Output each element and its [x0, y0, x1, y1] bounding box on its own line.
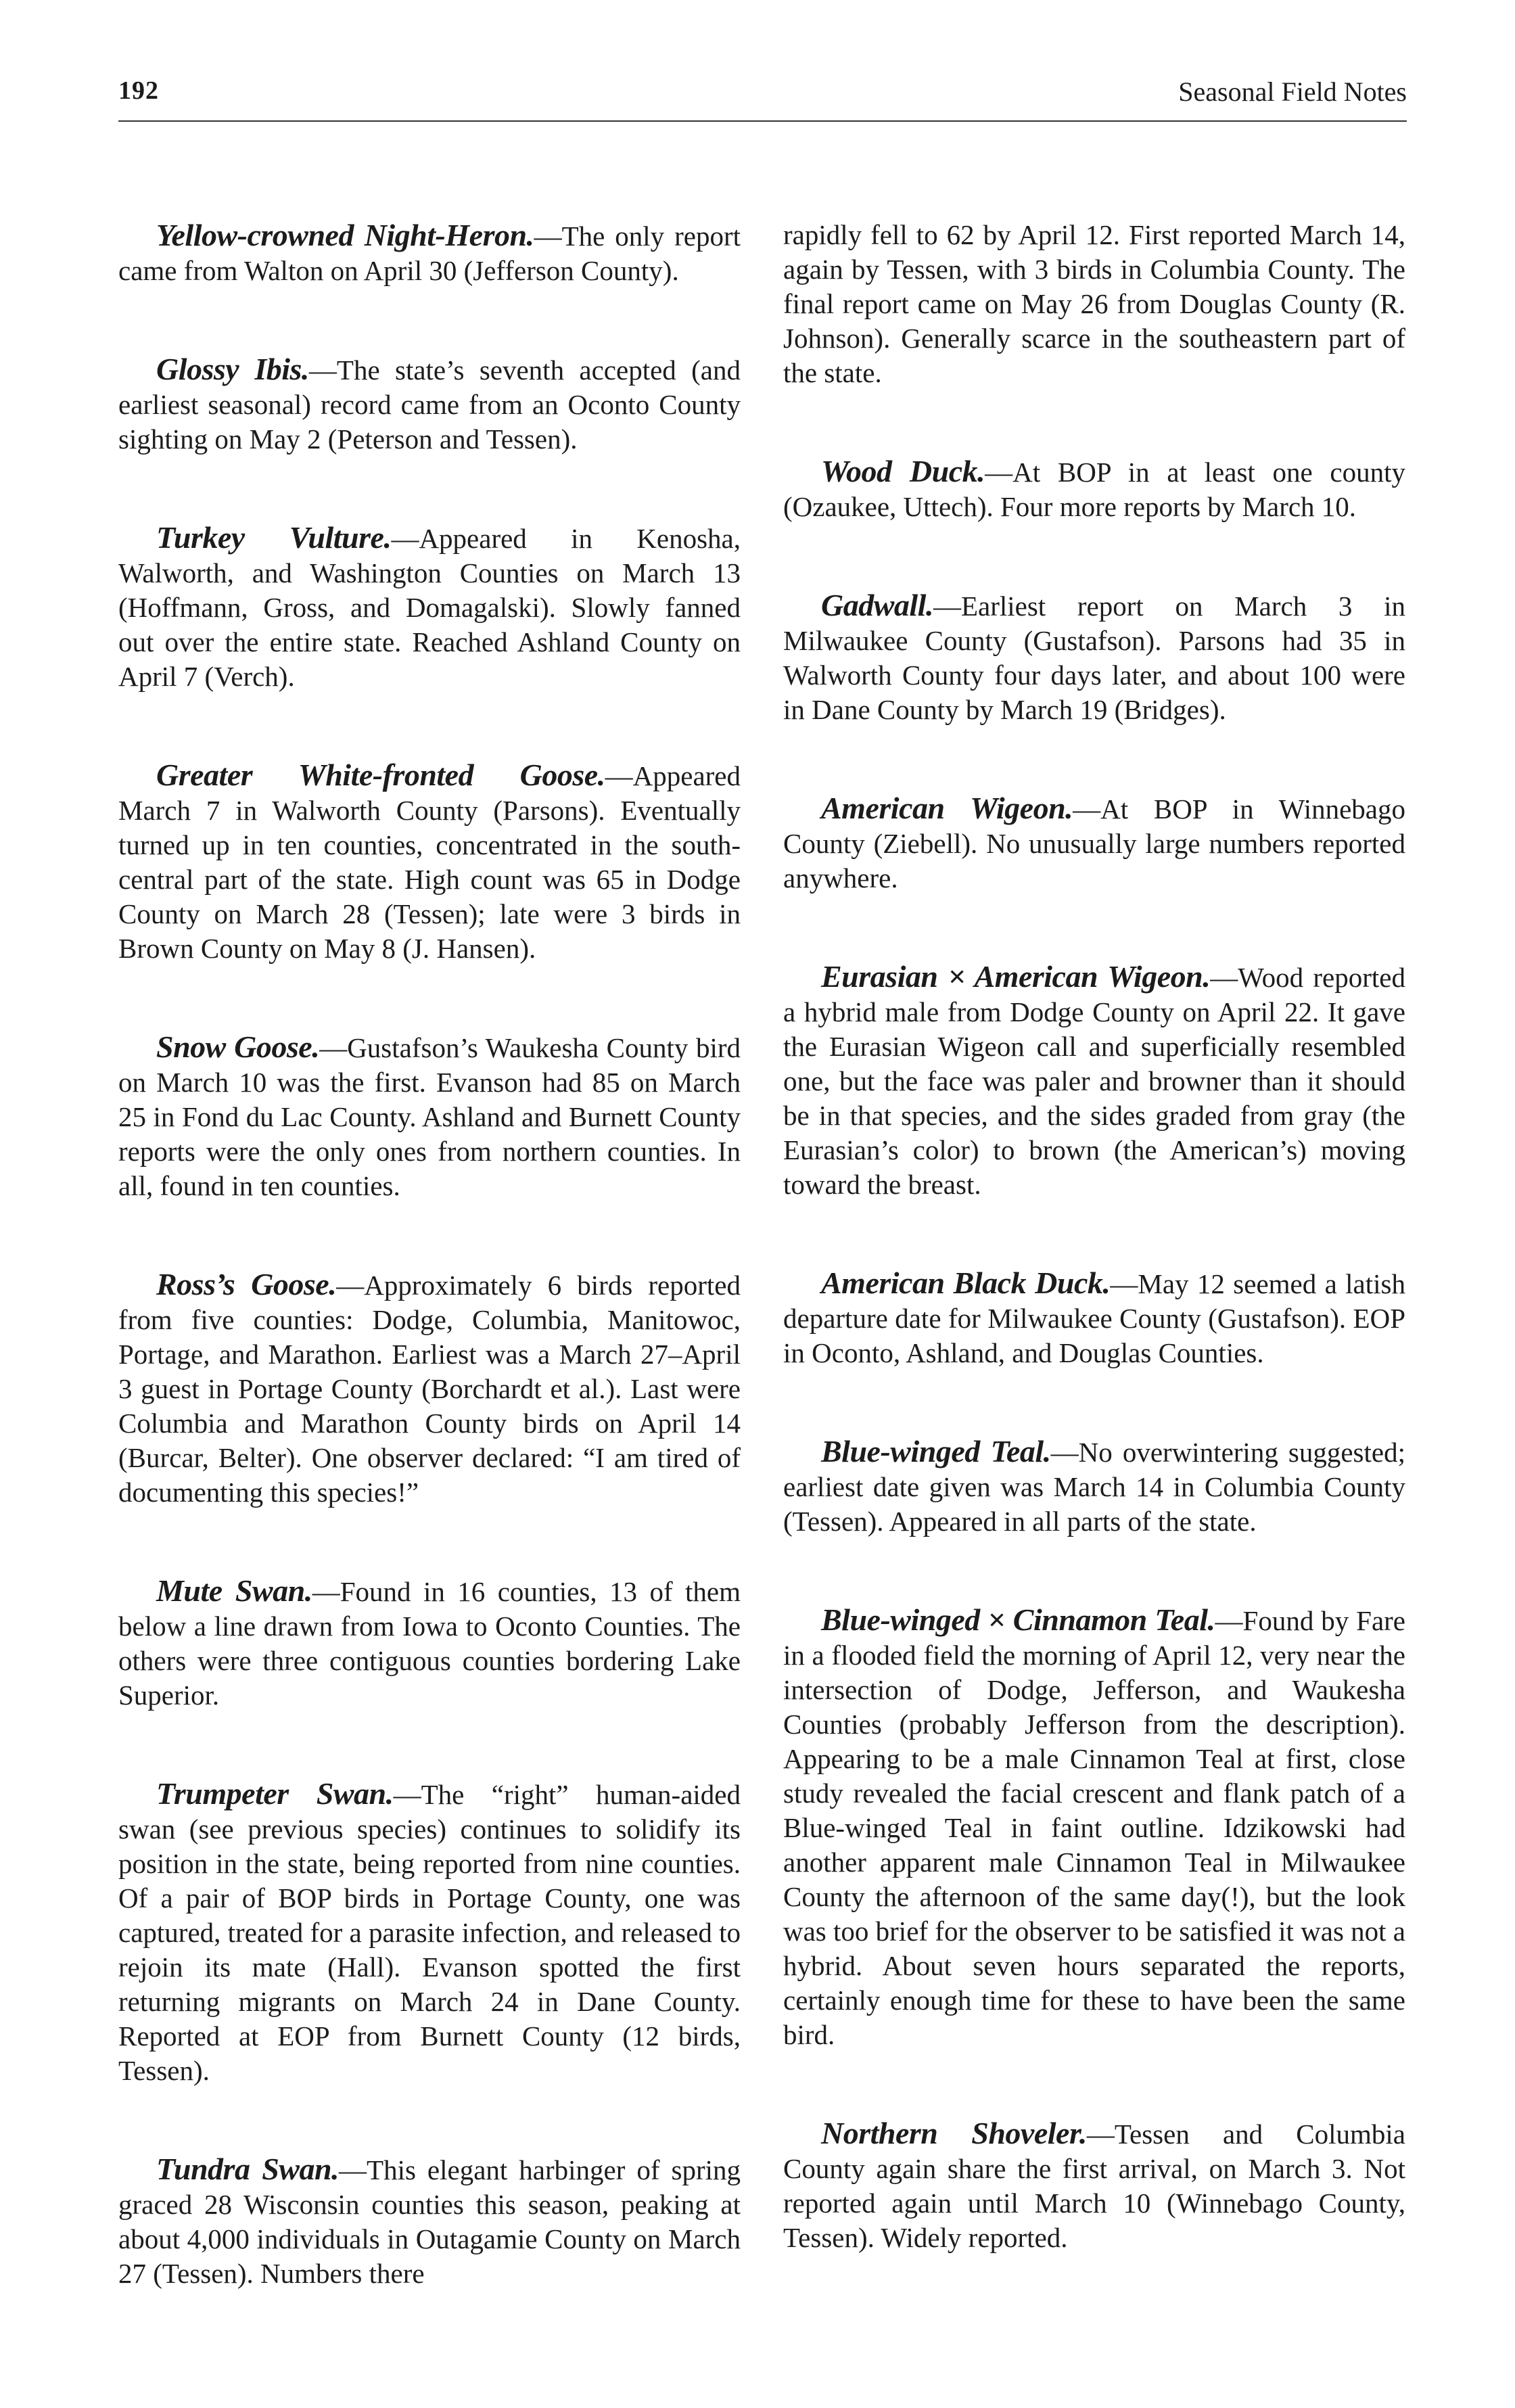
species-entry	[118, 352, 741, 457]
entry-text: —Gustafson’s Waukesha County bird on March 10 was the first. Evanson had 85 on March 25 in Fond du Lac County. Ashland and Burnett County reports were the only ones from northern counties. In all, found in ten counties.	[118, 1032, 741, 1201]
running-title: Seasonal Field Notes	[1178, 76, 1407, 107]
species-entry	[783, 2116, 1405, 2255]
entry-text: —Wood reported a hybrid male from Dodge County on April 22. It gave the Eurasian Wigeon call and superficially resembled one, but the face was paler and browner than it should be in that species, and the sides graded from gray (the Eurasian’s color) to brown (the American’s) moving toward the breast.	[783, 962, 1405, 1200]
species-entry	[118, 1267, 741, 1510]
species-entry	[118, 1029, 741, 1203]
species-entry	[118, 520, 741, 694]
entry-text: —Found in 16 counties, 13 of them below a line drawn from Iowa to Oconto Counties. The others were three contiguous counties bordering Lake Superior.	[118, 1576, 741, 1711]
species-name: Turkey Vulture.	[156, 520, 392, 555]
species-name: American Black Duck.	[821, 1266, 1111, 1300]
species-entry	[783, 791, 1405, 896]
species-entry	[118, 2152, 741, 2291]
species-name: Greater White-fronted Goose.	[156, 758, 605, 792]
entry-text: —Appeared in Kenosha, Walworth, and Washington Counties on March 13 (Hoffmann, Gross, and Domagalski). Slowly fanned out over the entire state. Reached Ashland County on April 7 (Verch).	[118, 523, 741, 692]
species-name: American Wigeon.	[821, 791, 1073, 825]
left-column	[118, 218, 741, 2291]
species-entry	[783, 1602, 1405, 2052]
species-name: Wood Duck.	[821, 454, 985, 488]
species-entry	[118, 1776, 741, 2088]
entry-text: —The “right” human-aided swan (see previous species) continues to solidify its position in the state, being reported from nine counties. Of a pair of BOP birds in Portage County, one was captured, treated for a parasite infection, and released to rejoin its mate (Hall). Evanson spotted the first returning migrants on March 24 in Dane County. Reported at EOP from Burnett County (12 birds, Tessen).	[118, 1779, 741, 2086]
species-name: Eurasian × American Wigeon.	[821, 959, 1211, 994]
entry-text: —Found by Fare in a flooded field the morning of April 12, very near the intersection of Dodge, Jefferson, and Waukesha Counties (probably Jefferson from the description). Appearing to be a male Cinnamon Teal at first, close study revealed the facial crescent and flank patch of a Blue-winged Teal in faint outline. Idzikowski had another apparent male Cinnamon Teal in Milwaukee County the afternoon of the same day(!), but the look was too brief for the observer to be satisfied it was not a hybrid. About seven hours separated the reports, certainly enough time for these to have been the same bird.	[783, 1605, 1405, 2050]
right-column	[783, 218, 1405, 2255]
species-name: Trumpeter Swan.	[156, 1776, 394, 1811]
species-name: Tundra Swan.	[156, 2152, 340, 2186]
species-entry	[118, 758, 741, 966]
species-name: Blue-winged × Cinnamon Teal.	[821, 1602, 1215, 1637]
entry-text: —This elegant harbinger of spring graced 28 Wisconsin counties this season, peaking at about 4,000 individuals in Outagamie County on March 27 (Tessen). Numbers there	[118, 2154, 741, 2289]
entry-text: —Tessen and Columbia County again share the first arrival, on March 3. Not reported again until March 10 (Winnebago County, Tessen). Widely reported.	[783, 2118, 1405, 2253]
species-entry	[783, 454, 1405, 524]
species-entry	[118, 1573, 741, 1713]
species-name: Ross’s Goose.	[156, 1267, 337, 1301]
species-entry	[783, 588, 1405, 727]
species-entry	[783, 1434, 1405, 1539]
entry-text: —Approximately 6 birds reported from five counties: Dodge, Columbia, Manitowoc, Portage, and Marathon. Earliest was a March 27–April 3 guest in Portage County (Borchardt et al.). Last were Columbia and Marathon County birds on April 14 (Burcar, Belter). One observer declared: “I am tired of documenting this species!”	[118, 1270, 741, 1508]
species-name: Blue-winged Teal.	[821, 1434, 1051, 1468]
species-name: Gadwall.	[821, 588, 933, 622]
entry-text: —Appeared March 7 in Walworth County (Parsons). Eventually turned up in ten counties, concentrated in the south-central part of the state. High count was 65 in Dodge County on March 28 (Tessen); late were 3 birds in Brown County on May 8 (J. Hansen).	[118, 760, 741, 964]
species-name: Yellow-crowned Night-Heron.	[156, 218, 534, 252]
page-header	[118, 76, 1407, 122]
entry-text: —At BOP in Winnebago County (Ziebell). No unusually large numbers reported anywhere.	[783, 793, 1405, 894]
species-name: Glossy Ibis.	[156, 352, 309, 386]
species-entry	[783, 1266, 1405, 1370]
entry-text: —The state’s seventh accepted (and earliest seasonal) record came from an Oconto County sighting on May 2 (Peterson and Tessen).	[118, 354, 741, 455]
entry-text: —Earliest report on March 3 in Milwaukee County (Gustafson). Parsons had 35 in Walworth County four days later, and about 100 were in Dane County by March 19 (Bridges).	[783, 591, 1405, 725]
species-name: Northern Shoveler.	[821, 2116, 1087, 2150]
entry-text: —The only report came from Walton on April 30 (Jefferson County).	[118, 221, 741, 286]
continued-text: rapidly fell to 62 by April 12. First reported March 14, again by Tessen, with 3 birds in Columbia County. The final report came on May 26 from Douglas County (R. Johnson). Generally scarce in the southeastern part of the state.	[783, 219, 1405, 388]
page-number: 192	[118, 76, 159, 105]
species-entry	[783, 959, 1405, 1202]
entry-text: —May 12 seemed a latish departure date for Milwaukee County (Gustafson). EOP in Oconto, Ashland, and Douglas Counties.	[783, 1268, 1405, 1368]
species-name: Snow Goose.	[156, 1029, 320, 1064]
entry-text: —No overwintering suggested; earliest date given was March 14 in Columbia County (Tessen). Appeared in all parts of the state.	[783, 1437, 1405, 1537]
species-entry	[118, 218, 741, 288]
species-name: Mute Swan.	[156, 1573, 312, 1608]
entry-text: —At BOP in at least one county (Ozaukee, Uttech). Four more reports by March 10.	[783, 457, 1405, 522]
